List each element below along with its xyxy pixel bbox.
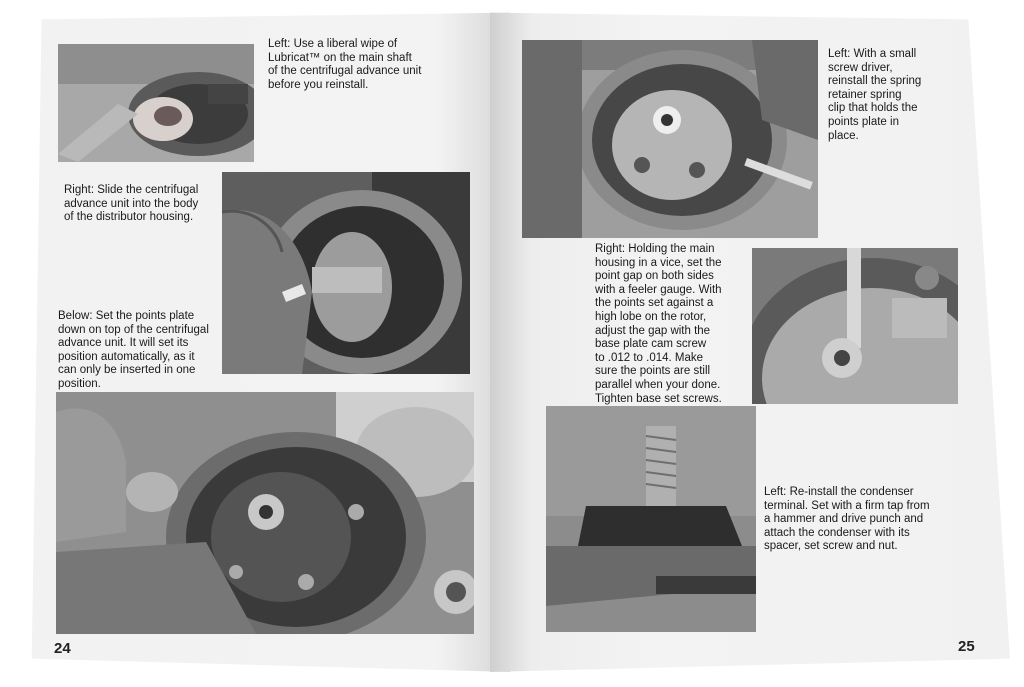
caption-slide-advance-unit: Right: Slide the centrifugal advance unit into the body of the distributor housing. <box>64 184 199 224</box>
photo-lubricate-shaft <box>58 44 254 162</box>
page-number-left: 24 <box>54 640 71 657</box>
caption-condenser-terminal: Left: Re-install the condenser terminal. Set with a firm tap from a hammer and drive punch and attach the condenser with its spacer, set screw and nut. <box>764 486 930 553</box>
photo-spring-retainer <box>522 40 818 238</box>
page-number-right: 25 <box>958 638 975 655</box>
photo-condenser-terminal <box>546 406 756 632</box>
caption-spring-retainer: Left: With a small screw driver, reinstall the spring retainer spring clip that holds the points plate in place. <box>828 48 922 142</box>
photo-points-plate <box>56 392 474 634</box>
caption-lubricate: Left: Use a liberal wipe of Lubricat™ on the main shaft of the centrifugal advance unit before you reinstall. <box>268 38 422 91</box>
caption-points-plate: Below: Set the points plate down on top of the centrifugal advance unit. It will set its position automatically, as it can only be inserted in one position. <box>58 310 209 390</box>
photo-feeler-gauge <box>752 248 958 404</box>
caption-point-gap: Right: Holding the main housing in a vice, set the point gap on both sides with a feeler gauge. With the points set against a high lobe on the rotor, adjust the gap with the base plate cam screw to .012 to .014. Make sure the points are still parallel when your done. Tighten base set screws. <box>595 243 722 405</box>
photo-slide-advance-unit <box>222 172 470 374</box>
